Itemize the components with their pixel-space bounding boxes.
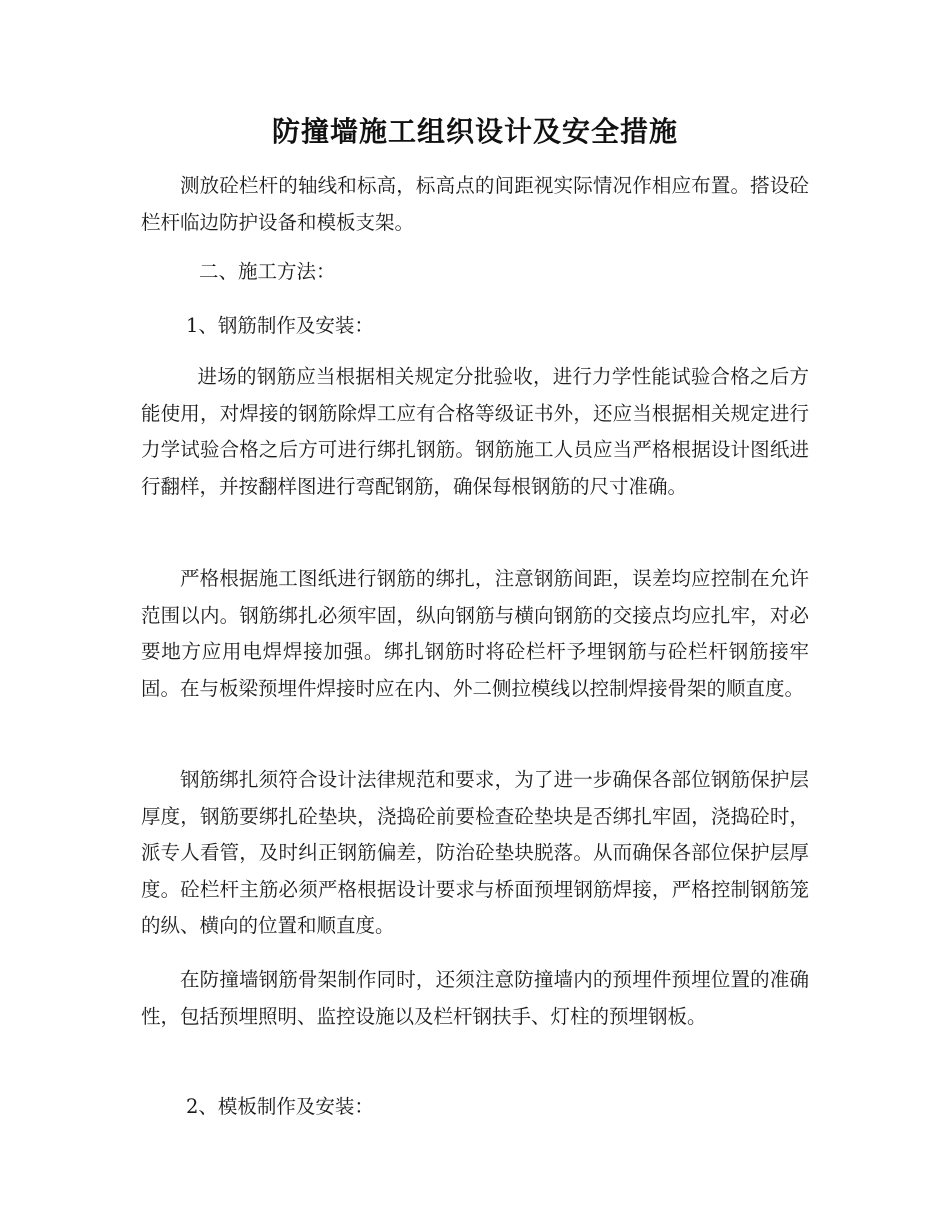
body-paragraph-2: 严格根据施工图纸进行钢筋的绑扎，注意钢筋间距，误差均应控制在允许范围以内。钢筋绑扎必须牢固，纵向钢筋与横向钢筋的交接点均应扎牢，对必要地方应用电焊焊接加强。绑扎钢筋时将砼栏杆予埋钢筋与砼栏杆钢筋接牢固。在与板梁预埋件焊接时应在内、外二侧拉模线以控制焊接骨架的顺直度。 [141,567,809,700]
subsection-heading-rebar: 1、钢筋制作及安装： [186,314,374,337]
body-paragraph-3: 钢筋绑扎须符合设计法律规范和要求，为了进一步确保各部位钢筋保护层厚度，钢筋要绑扎砼垫块，浇捣砼前要检查砼垫块是否绑扎牢固，浇捣砼时，派专人看管，及时纠正钢筋偏差，防治砼垫块脱落。从而确保各部位保护层厚度。砼栏杆主筋必须严格根据设计要求与桥面预埋钢筋焊接，严格控制钢筋笼的纵、横向的位置和顺直度。 [141,768,809,938]
body-paragraph-1: 进场的钢筋应当根据相关规定分批验收，进行力学性能试验合格之后方能使用，对焊接的钢筋除焊工应有合格等级证书外，还应当根据相关规定进行力学试验合格之后方可进行绑扎钢筋。钢筋施工人员应当严格根据设计图纸进行翻样，并按翻样图进行弯配钢筋，确保每根钢筋的尺寸准确。 [141,365,809,498]
body-paragraph-4: 在防撞墙钢筋骨架制作同时，还须注意防撞墙内的预埋件预埋位置的准确性，包括预埋照明、监控设施以及栏杆钢扶手、灯柱的预埋钢板。 [141,968,809,1028]
document-title: 防撞墙施工组织设计及安全措施 [271,115,678,148]
intro-paragraph: 测放砼栏杆的轴线和标高，标高点的间距视实际情况作相应布置。搭设砼栏杆临边防护设备和模板支架。 [141,174,809,234]
section-heading-construction-method: 二、施工方法： [199,260,336,283]
subsection-heading-formwork: 2、模板制作及安装： [186,1095,374,1118]
